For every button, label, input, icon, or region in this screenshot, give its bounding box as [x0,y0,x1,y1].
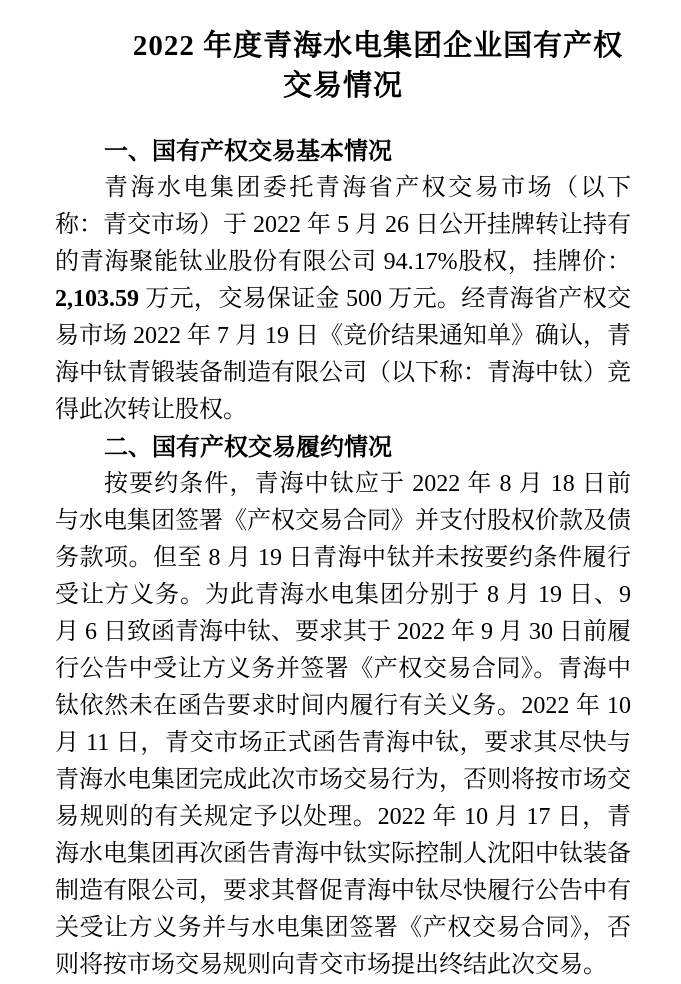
section-1-text-before-price: 青海水电集团委托青海省产权交易市场（以下称：青交市场）于 2022 年 5 月 26 日公开挂牌转让持有的青海聚能钛业股份有限公司 94.17%股权，挂牌价： [55,175,631,275]
listing-price-value: 2,103.59 [55,286,139,312]
section-1-paragraph [55,170,631,429]
section-2-paragraph: 按要约条件，青海中钛应于 2022 年 8 月 18 日前与水电集团签署《产权交易合同》并支付股权价款及债务款项。但至 8 月 19 日青海中钛并未按要约条件履行受让方义务。为此青海水电集团分别于 8 月 19 日、9 月 6 日致函青海中钛、要求其于 2022 年 9 月 30 日前履行公告中受让方义务并签署《产权交易合同》。青海中钛依然未在函告要求时间内履行有关义务。2022 年 10 月 11 日，青交市场正式函告青海中钛，要求其尽快与青海水电集团完成此次市场交易行为，否则将按市场交易规则的有关规定予以处理。2022 年 10 月 17 日，青海水电集团再次函告青海中钛实际控制人沈阳中钛装备制造有限公司，要求其督促青海中钛尽快履行公告中有关受让方义务并与水电集团签署《产权交易合同》，否则将按市场交易规则向青交市场提出终结此次交易。 [55,471,631,978]
document-title-line-2: 交易情况 [282,70,403,102]
document-title [55,26,631,106]
document-title-line-1: 2022 年度青海水电集团企业国有产权 [132,30,624,62]
section-1-heading: 一、国有产权交易基本情况 [104,138,392,165]
section-1-text-after-price: 万元，交易保证金 500 万元。经青海省产权交易市场 2022 年 7 月 19 日《竞价结果通知单》确认，青海中钛青锻装备制造有限公司（以下称：青海中钛）竞得此次转让股权。 [55,286,631,423]
section-2-heading: 二、国有产权交易履约情况 [104,434,392,461]
